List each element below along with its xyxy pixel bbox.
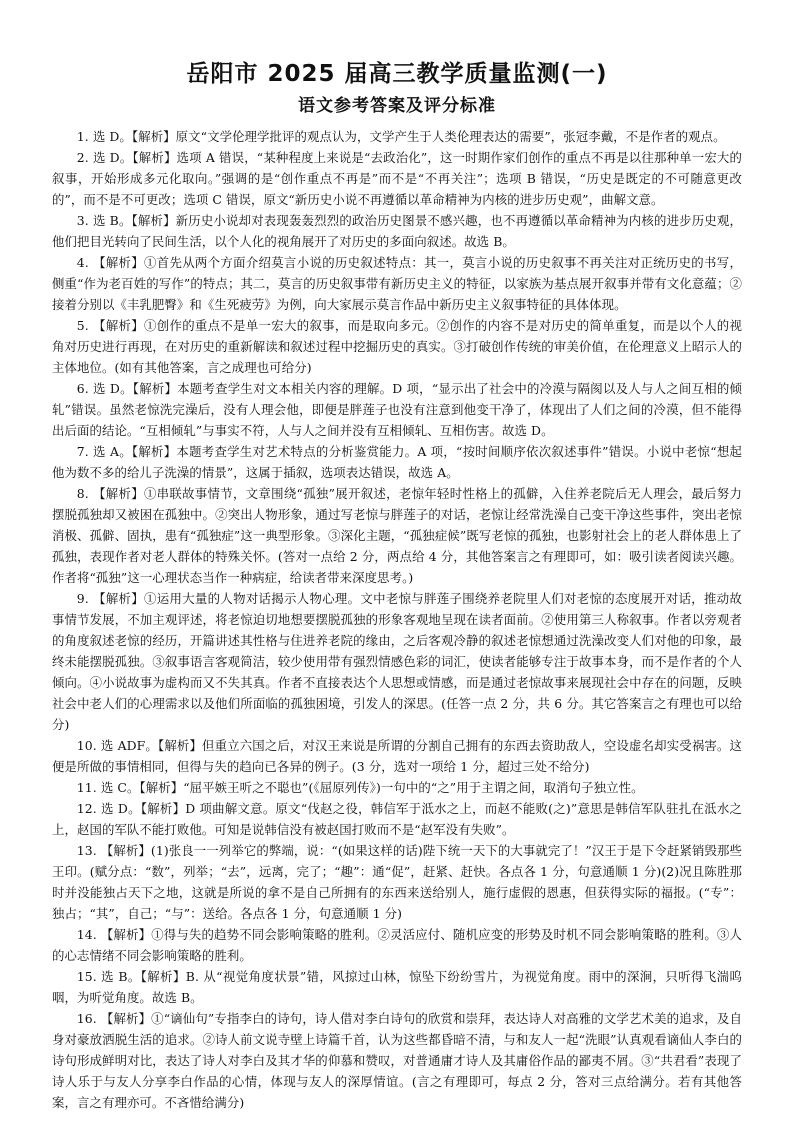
answer-7: 7. 选 A。【解析】本题考查学生对艺术特点的分析鉴赏能力。A 项，“按时间顺序依次叙述事件”错误。小说中老惊“想起他为数不多的给儿子洗澡的情景”，这属于插叙，选项表达错误，故选 A。 (52, 444, 742, 480)
answer-2: 2. 选 D。【解析】选项 A 错误，“某种程度上来说是“去政治化”，这一时期作家们创作的重点不再是以往那种单一宏大的叙事，开始形成多元化取向。”强调的是“创作重点不再是”而不是“不再关注”；选项 B 错误，“历史是既定的不可随意更改的”，而不是不可更改；选项 C 错误，原文“新历史小说不再遵循以革命精神为内核的进步历史观”，曲解文意。 (52, 150, 742, 207)
answer-4: 4. 【解析】①首先从两个方面介绍莫言小说的历史叙述特点：其一，莫言小说的历史叙事不再关注对正统历史的书写，侧重“作为老百姓的写作”的特点；其二，莫言的历史叙事带有新历史主义的特征，以家族为基点展开叙事并带有文化意蕴；②接着分别以《丰乳肥臀》和《生死疲劳》为例，向大家展示莫言作品中新历史主义叙事特征的具体体现。 (52, 255, 742, 312)
answer-6: 6. 选 D。【解析】本题考查学生对文本相关内容的理解。D 项，“显示出了社会中的冷漠与隔阂以及人与人之间互相的倾轧”错误。虽然老惊洗完澡后，没有人理会他，即便是胖莲子也没有注意到他变干净了，体现出了人们之间的冷漠，但不能得出后面的结论。“互相倾轧”与事实不符，人与人之间并没有互相倾轧、互相伤害。故选 D。 (52, 381, 742, 438)
answer-3: 3. 选 B。【解析】新历史小说却对表现轰轰烈烈的政治历史图景不感兴趣，也不再遵循以革命精神为内核的进步历史观，他们把目光转向了民间生活，以个人化的视角展开了对历史的多面向叙述。故选 B。 (52, 213, 742, 249)
answer-16: 16. 【解析】①“谪仙句”专指李白的诗句，诗人借对李白诗句的欣赏和崇拜，表达诗人对高雅的文学艺术美的追求，及自身对豪放洒脱生活的追求。②诗人前文说寺壁上诗篇千首，认为这些都昏暗不清，与和友人一起“洗眼”认真观看谪仙人李白的诗句形成鲜明对比，表达了诗人对李白及其才华的仰慕和赞叹，对普通庸才诗人及其庸俗作品的鄙夷不屑。③“共君看”表现了诗人乐于与友人分享李白作品的心情，体现与友人的深厚情谊。(言之有理即可，每点 2 分，答对三点给满分。若有其他答案，言之有理亦可。不吝惜给满分) (52, 1011, 742, 1110)
answer-14: 14. 【解析】①得与失的趋势不同会影响策略的胜利。②灵活应付、随机应变的形势及时机不同会影响策略的胜利。③人的心志情绪不同会影响策略的胜利。 (52, 927, 742, 963)
document-subtitle: 语文参考答案及评分标准 (298, 96, 496, 116)
answer-5: 5. 【解析】①创作的重点不是单一宏大的叙事，而是取向多元。②创作的内容不是对历史的简单重复，而是以个人的视角对历史进行再现，在对历史的重新解读和叙述过程中挖掘历史的真实。③打破创作传统的审美价值，在伦理意义上昭示人的主体地位。(如有其他答案，言之成理也可给分) (52, 318, 742, 375)
answer-15: 15. 选 B。【解析】B. 从“视觉角度状景”错，风掠过山林，惊坠下纷纷雪片，为视觉角度。雨中的深涧，只听得飞湍呜咽，为听觉角度。故选 B。 (52, 969, 742, 1005)
document-title: 岳阳市 2025 届高三教学质量监测(一) (186, 61, 608, 87)
answer-9: 9. 【解析】①运用大量的人物对话揭示人物心理。文中老惊与胖莲子围绕养老院里人们对老惊的态度展开对话，推动故事情节发展，不加主观评述，将老惊迫切地想要摆脱孤独的形象客观地呈现在读者面前。②使用第三人称叙事。作者以旁观者的角度叙述老惊的经历，开篇讲述其性格与住进养老院的缘由，之后客观冷静的叙述老惊想通过洗澡改变人们对他的印象，最终未能摆脱孤独。③叙事语言客观简洁，较少使用带有强烈情感色彩的词汇，使读者能够专注于故事本身，而不是作者的个人倾向。④小说故事为虚构而又不失其真。作者不直接表达个人思想或情感，而是通过老惊故事来展现社会中存在的问题，反映社会中老人们的心理需求以及他们所面临的孤独困境，引发人的深思。(任答一点 2 分，共 6 分。其它答案言之有理也可以给分) (52, 591, 742, 732)
answer-10: 10. 选 ADF。【解析】但重立六国之后，对汉王来说是所谓的分割自己拥有的东西去资助敌人，空设虚名却实受祸害。这便是所做的事情相同，但得与失的趋向已各异的例子。(3 分，选对一项给 1 分，超过三处不给分) (52, 738, 742, 774)
answer-13: 13. 【解析】(1)张良一一列举它的弊端，说：“(如果这样的话)陛下统一天下的大事就完了！”汉王于是下令赶紧销毁那些王印。(赋分点：“数”，列举；“去”，远离，完了；“趣”：通“促”，赶紧、赶快。各点各 1 分，句意通顺 1 分)(2)况且陈胜那时并没能独占天下之地，这就是所说的拿不是自己所拥有的东西来送给别人，施行虚假的恩惠，但获得实际的福报。(“专”：独占；“其”，自己；“与”：送给。各点各 1 分，句意通顺 1 分) (52, 843, 742, 921)
answer-1: 1. 选 D。【解析】原文“文学伦理学批评的观点认为，文学产生于人类伦理表达的需要”，张冠李戴，不是作者的观点。 (76, 129, 726, 144)
answer-12: 12. 选 D。【解析】D 项曲解文意。原文“伐赵之役，韩信军于泜水之上，而赵不能败(之)”意思是韩信军队驻扎在泜水之上，赵国的军队不能打败他。可知是说韩信没有被赵国打败而不是“赵军没有失败”。 (52, 801, 742, 837)
answer-11: 11. 选 C。【解析】“屈平嫉王听之不聪也”(《屈原列传》)一句中的“之”用于主谓之间，取消句子独立性。 (76, 780, 644, 795)
answer-8: 8. 【解析】①串联故事情节，文章围绕“孤独”展开叙述，老惊年轻时性格上的孤僻，入住养老院后无人理会，最后努力摆脱孤独却又被困在孤独中。②突出人物形象，通过写老惊与胖莲子的对话，老惊让经常洗澡自己变干净这些事件，突出老惊消极、孤僻、固执，患有“孤独症”这一典型形象。③深化主题，“孤独症候”既写老惊的孤独，也影射社会上的老人群体患上了孤独，表现作者对老人群体的特殊关怀。(答对一点给 2 分，两点给 4 分，其他答案言之有理即可，如：吸引读者阅读兴趣。作者将“孤独”这一心理状态当作一种病症，给读者带来深度思考。) (52, 486, 742, 585)
